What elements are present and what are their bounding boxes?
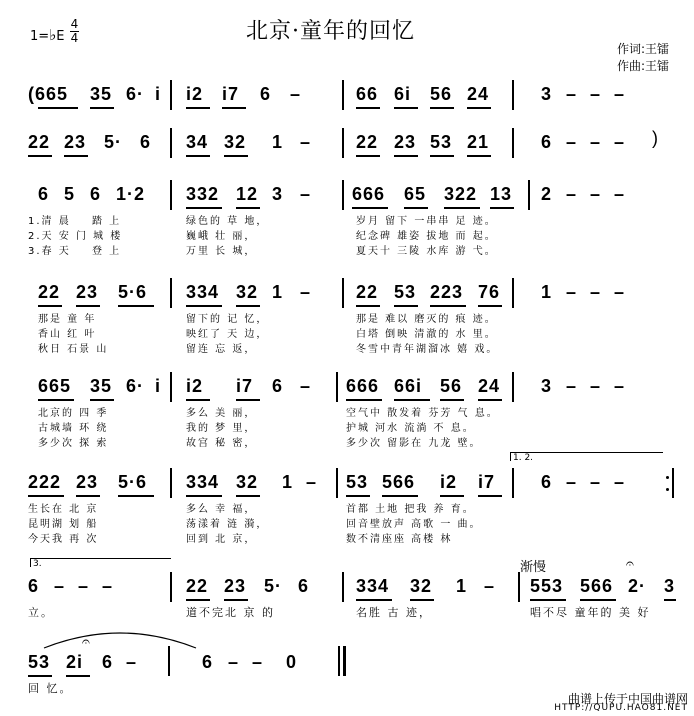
barline xyxy=(512,468,514,498)
lyric-line: 万里 长 城， xyxy=(186,246,257,257)
note-group: 666 xyxy=(352,184,386,204)
note-group: i xyxy=(155,376,162,396)
note-group: 223 xyxy=(430,282,464,302)
note-group: – xyxy=(566,376,578,396)
volta-bracket-1-2: 1. 2. xyxy=(510,452,663,461)
note-group: 553 xyxy=(530,576,564,596)
underline xyxy=(430,107,454,109)
note-group: – xyxy=(300,132,312,152)
note-group: 22 xyxy=(356,132,379,152)
note-group: – xyxy=(566,84,578,104)
barline xyxy=(342,180,344,210)
lyric-line: 立。 xyxy=(28,606,54,619)
lyricist-credit: 作词:王镭 xyxy=(616,42,669,56)
lyric-line: 唱不尽 童年的 美 好 xyxy=(530,606,651,619)
note-group: i7 xyxy=(222,84,240,104)
lyric-line: 空气中 散发着 芬芳 气 息。 xyxy=(346,408,499,419)
lyric-line: 多少次 探 索 xyxy=(38,438,109,449)
note-group: – xyxy=(484,576,496,596)
note-group: 22 xyxy=(38,282,61,302)
repeat-dot xyxy=(666,476,669,479)
note-group: – xyxy=(78,576,90,596)
note-group: 566 xyxy=(382,472,416,492)
underline xyxy=(28,155,52,157)
note-group: 76 xyxy=(478,282,501,302)
underline xyxy=(186,155,210,157)
underline xyxy=(236,399,260,401)
underline xyxy=(346,399,382,401)
note-group: – xyxy=(566,184,578,204)
underline xyxy=(444,207,480,209)
note-group: 21 xyxy=(467,132,490,152)
note-group: – xyxy=(290,84,302,104)
barline xyxy=(512,80,514,110)
underline xyxy=(38,399,74,401)
underline xyxy=(430,305,466,307)
page-title: 北京·童年的回忆 xyxy=(246,19,415,44)
note-group: – xyxy=(300,184,312,204)
note-group: i2 xyxy=(186,376,204,396)
underline xyxy=(394,155,418,157)
barline xyxy=(528,180,530,210)
key-flat: ♭ xyxy=(49,26,57,44)
underline xyxy=(430,155,454,157)
close-paren: ) xyxy=(652,128,659,148)
note-group: – xyxy=(590,282,602,302)
lyric-line: 纪念碑 雄姿 拔地 而 起。 xyxy=(356,231,497,242)
note-group: 53 xyxy=(430,132,453,152)
note-group: 6· xyxy=(126,84,145,104)
lyric-line: 踏 上 xyxy=(92,216,122,227)
lyric-line: 我的 梦 里， xyxy=(186,423,257,434)
note-group: 3 xyxy=(272,184,284,204)
note-group: 53 xyxy=(346,472,369,492)
underline xyxy=(530,599,566,601)
time-bottom: 4 xyxy=(70,31,79,45)
note-group: – xyxy=(566,282,578,302)
underline xyxy=(224,599,248,601)
barline xyxy=(168,646,170,676)
note-group: 35 xyxy=(90,84,113,104)
lyric-line: 多么 美 丽， xyxy=(186,408,257,419)
underline xyxy=(186,207,222,209)
note-group: 32 xyxy=(236,472,259,492)
key-signature xyxy=(30,26,64,44)
underline xyxy=(440,495,464,497)
note-group: 1·2 xyxy=(116,184,146,204)
note-group: 5· xyxy=(264,576,283,596)
note-group: 65 xyxy=(404,184,427,204)
note-group: 23 xyxy=(76,472,99,492)
tempo-marking: 渐慢 xyxy=(520,560,547,575)
lyric-line: 秋日 石景 山 xyxy=(38,344,109,355)
note-group: 32 xyxy=(236,282,259,302)
barline xyxy=(342,278,344,308)
volta-bracket-3: 3. xyxy=(30,558,171,567)
note-group: – xyxy=(566,132,578,152)
lyric-line: 今天我 再 次 xyxy=(28,534,99,545)
note-group: 1 xyxy=(456,576,468,596)
underline xyxy=(76,495,100,497)
lyric-line: 北京的 四 季 xyxy=(38,408,109,419)
underline xyxy=(352,207,388,209)
lyric-line: 护城 河水 流淌 不 息。 xyxy=(346,423,475,434)
note-group: 1 xyxy=(541,282,553,302)
final-barline-thin xyxy=(338,646,340,676)
time-top: 4 xyxy=(70,17,79,31)
underline xyxy=(186,305,222,307)
note-group: 1 xyxy=(272,132,284,152)
lyric-line: 冬雪中青年湖溜冰 嬉 戏。 xyxy=(356,344,499,355)
note-group: i7 xyxy=(236,376,254,396)
underline xyxy=(76,305,100,307)
underline xyxy=(346,495,370,497)
underline xyxy=(118,305,154,307)
note-group: – xyxy=(590,376,602,396)
note-group: (665 xyxy=(28,84,69,104)
barline xyxy=(512,128,514,158)
lyric-line: 那是 童 年 xyxy=(38,314,97,325)
key-note: E xyxy=(56,29,65,44)
note-group: 6 xyxy=(272,376,284,396)
underline xyxy=(382,495,418,497)
note-group: 13 xyxy=(490,184,513,204)
note-group: 32 xyxy=(410,576,433,596)
underline xyxy=(118,495,154,497)
lyric-line: 回音壁放声 高歌 一 曲。 xyxy=(346,519,482,530)
note-group: – xyxy=(300,376,312,396)
note-group: 12 xyxy=(236,184,259,204)
note-group: – xyxy=(614,282,626,302)
underline xyxy=(356,107,380,109)
underline xyxy=(478,305,502,307)
note-group: – xyxy=(614,132,626,152)
lyric-line: 数不清座座 高楼 林 xyxy=(346,534,453,545)
note-group: 332 xyxy=(186,184,220,204)
note-group: 24 xyxy=(467,84,490,104)
lyric-line: 绿色的 草 地， xyxy=(186,216,269,227)
lyric-line: 多少次 留影在 九龙 壁。 xyxy=(346,438,482,449)
underline xyxy=(356,155,380,157)
note-group: 53 xyxy=(394,282,417,302)
underline xyxy=(404,207,428,209)
barline xyxy=(512,278,514,308)
note-group: 6 xyxy=(38,184,50,204)
underline xyxy=(224,155,248,157)
note-group: 22 xyxy=(186,576,209,596)
note-group: – xyxy=(590,84,602,104)
lyric-line: 回 忆。 xyxy=(28,682,73,695)
lyric-line: 生长在 北 京 xyxy=(28,504,99,515)
note-group: 66 xyxy=(356,84,379,104)
underline xyxy=(356,305,380,307)
lyric-line: 昆明湖 划 船 xyxy=(28,519,99,530)
underline xyxy=(236,495,260,497)
note-group: 35 xyxy=(90,376,113,396)
underline xyxy=(28,495,64,497)
lyric-line: 白塔 倒映 清澈的 水 里。 xyxy=(356,329,497,340)
lyric-line: 登 上 xyxy=(92,246,122,257)
note-group: – xyxy=(566,472,578,492)
barline xyxy=(170,180,172,210)
note-group: 34 xyxy=(186,132,209,152)
note-group: 566 xyxy=(580,576,614,596)
note-group: 2i xyxy=(66,652,84,672)
note-group: 56 xyxy=(440,376,463,396)
barline xyxy=(170,468,172,498)
note-group: – xyxy=(306,472,318,492)
lyric-line: 那是 难以 磨灭的 痕 迹。 xyxy=(356,314,497,325)
note-group: 1 xyxy=(272,282,284,302)
note-group: 22 xyxy=(356,282,379,302)
note-group: 6 xyxy=(102,652,114,672)
barline xyxy=(170,128,172,158)
final-barline-thick xyxy=(343,646,346,676)
note-group: 6 xyxy=(298,576,310,596)
repeat-dot xyxy=(666,488,669,491)
note-group: 5·6 xyxy=(118,472,148,492)
lyric-line: 巍峨 壮 丽， xyxy=(186,231,257,242)
note-group: 23 xyxy=(64,132,87,152)
underline xyxy=(186,107,210,109)
note-group: 5 xyxy=(64,184,76,204)
underline xyxy=(440,399,464,401)
note-group: – xyxy=(590,472,602,492)
note-group: 3 xyxy=(541,84,553,104)
footer-url: HTTP://QUPU.HAO81.NET xyxy=(554,703,688,713)
barline xyxy=(512,372,514,402)
note-group: 32 xyxy=(224,132,247,152)
lyric-line: 留连 忘 返， xyxy=(186,344,257,355)
lyric-line: 荡漾着 涟 漪， xyxy=(186,519,269,530)
barline xyxy=(518,572,520,602)
note-group: 53 xyxy=(28,652,51,672)
note-group: i2 xyxy=(186,84,204,104)
underline xyxy=(664,599,676,601)
note-group: 334 xyxy=(186,282,220,302)
barline xyxy=(170,80,172,110)
note-group: – xyxy=(590,184,602,204)
note-group: 66i xyxy=(394,376,423,396)
underline xyxy=(236,305,260,307)
note-group: 334 xyxy=(186,472,220,492)
key-prefix: 1= xyxy=(30,29,50,44)
underline xyxy=(394,399,430,401)
underline xyxy=(222,107,246,109)
time-signature xyxy=(70,18,79,45)
underline xyxy=(186,399,210,401)
note-group: 6 xyxy=(541,132,553,152)
footer-site: 曲谱上传于中国曲谱网 xyxy=(567,692,688,706)
barline xyxy=(170,372,172,402)
note-group: 24 xyxy=(478,376,501,396)
note-group: 6 xyxy=(541,472,553,492)
note-group: – xyxy=(102,576,114,596)
underline xyxy=(490,207,514,209)
barline xyxy=(342,128,344,158)
lyric-line: 名胜 古 迹， xyxy=(356,606,432,619)
underline xyxy=(467,155,491,157)
note-group: 2 xyxy=(541,184,553,204)
lyric-line: 香山 红 叶 xyxy=(38,329,97,340)
note-group: 23 xyxy=(224,576,247,596)
note-group: 6 xyxy=(28,576,40,596)
underline xyxy=(394,305,418,307)
lyric-line: 道不完北 京 的 xyxy=(186,606,275,619)
note-group: – xyxy=(300,282,312,302)
lyric-line: 留下的 记 忆， xyxy=(186,314,269,325)
note-group: 0 xyxy=(286,652,298,672)
note-group: 5·6 xyxy=(118,282,148,302)
underline xyxy=(90,107,114,109)
note-group: 23 xyxy=(76,282,99,302)
note-group: – xyxy=(126,652,138,672)
note-group: 56 xyxy=(430,84,453,104)
note-group: 6i xyxy=(394,84,412,104)
note-group: 222 xyxy=(28,472,62,492)
lyric-line: 夏天十 三陵 水库 游 弋。 xyxy=(356,246,497,257)
barline xyxy=(342,80,344,110)
composer-credit: 作曲:王镭 xyxy=(616,59,669,73)
underline xyxy=(394,107,418,109)
lyric-line: 故宫 秘 密， xyxy=(186,438,257,449)
note-group: – xyxy=(614,84,626,104)
note-group: 665 xyxy=(38,376,72,396)
barline xyxy=(336,468,338,498)
note-group: – xyxy=(54,576,66,596)
underline xyxy=(478,399,502,401)
underline xyxy=(28,675,52,677)
note-group: 322 xyxy=(444,184,478,204)
underline xyxy=(356,599,392,601)
note-group: 1 xyxy=(282,472,294,492)
note-group: – xyxy=(614,376,626,396)
note-group: – xyxy=(252,652,264,672)
note-group: 5· xyxy=(104,132,123,152)
repeat-barline xyxy=(672,468,674,498)
barline xyxy=(342,572,344,602)
underline xyxy=(467,107,491,109)
underline xyxy=(66,675,90,677)
note-group: 6 xyxy=(202,652,214,672)
note-group: 23 xyxy=(394,132,417,152)
underline xyxy=(186,599,210,601)
note-group: – xyxy=(590,132,602,152)
note-group: – xyxy=(614,184,626,204)
note-group: 2· xyxy=(628,576,647,596)
note-group: 666 xyxy=(346,376,380,396)
lyric-line: 回到 北 京， xyxy=(186,534,257,545)
underline xyxy=(90,399,114,401)
fermata-icon: 𝄐 xyxy=(82,634,90,650)
underline xyxy=(236,207,260,209)
note-group: 3 xyxy=(664,576,676,596)
barline xyxy=(170,572,172,602)
lyric-line: 岁月 留下 一串串 足 迹。 xyxy=(356,216,497,227)
lyric-line: 3.春 天 xyxy=(28,246,71,257)
note-group: 6 xyxy=(140,132,152,152)
note-group: – xyxy=(228,652,240,672)
lyric-line: 多么 幸 福， xyxy=(186,504,257,515)
underline xyxy=(580,599,616,601)
lyric-line: 映红了 天 边， xyxy=(186,329,269,340)
note-group: i xyxy=(155,84,162,104)
fermata-icon: 𝄐 xyxy=(626,556,634,572)
note-group: 6 xyxy=(260,84,272,104)
underline xyxy=(64,155,88,157)
slur-icon xyxy=(40,626,200,652)
underline xyxy=(38,107,78,109)
note-group: 334 xyxy=(356,576,390,596)
underline xyxy=(410,599,434,601)
note-group: 3 xyxy=(541,376,553,396)
note-group: 6· xyxy=(126,376,145,396)
barline xyxy=(336,372,338,402)
lyric-line: 首都 土地 把我 养 育。 xyxy=(346,504,475,515)
lyric-line: 1.清 晨 xyxy=(28,216,71,227)
lyric-line: 2.天 安 门 城 楼 xyxy=(28,231,123,242)
underline xyxy=(478,495,502,497)
underline xyxy=(186,495,222,497)
note-group: – xyxy=(614,472,626,492)
note-group: 22 xyxy=(28,132,51,152)
note-group: i7 xyxy=(478,472,496,492)
barline xyxy=(170,278,172,308)
underline xyxy=(38,305,62,307)
note-group: 6 xyxy=(90,184,102,204)
note-group: i2 xyxy=(440,472,458,492)
lyric-line: 古城墙 环 绕 xyxy=(38,423,109,434)
